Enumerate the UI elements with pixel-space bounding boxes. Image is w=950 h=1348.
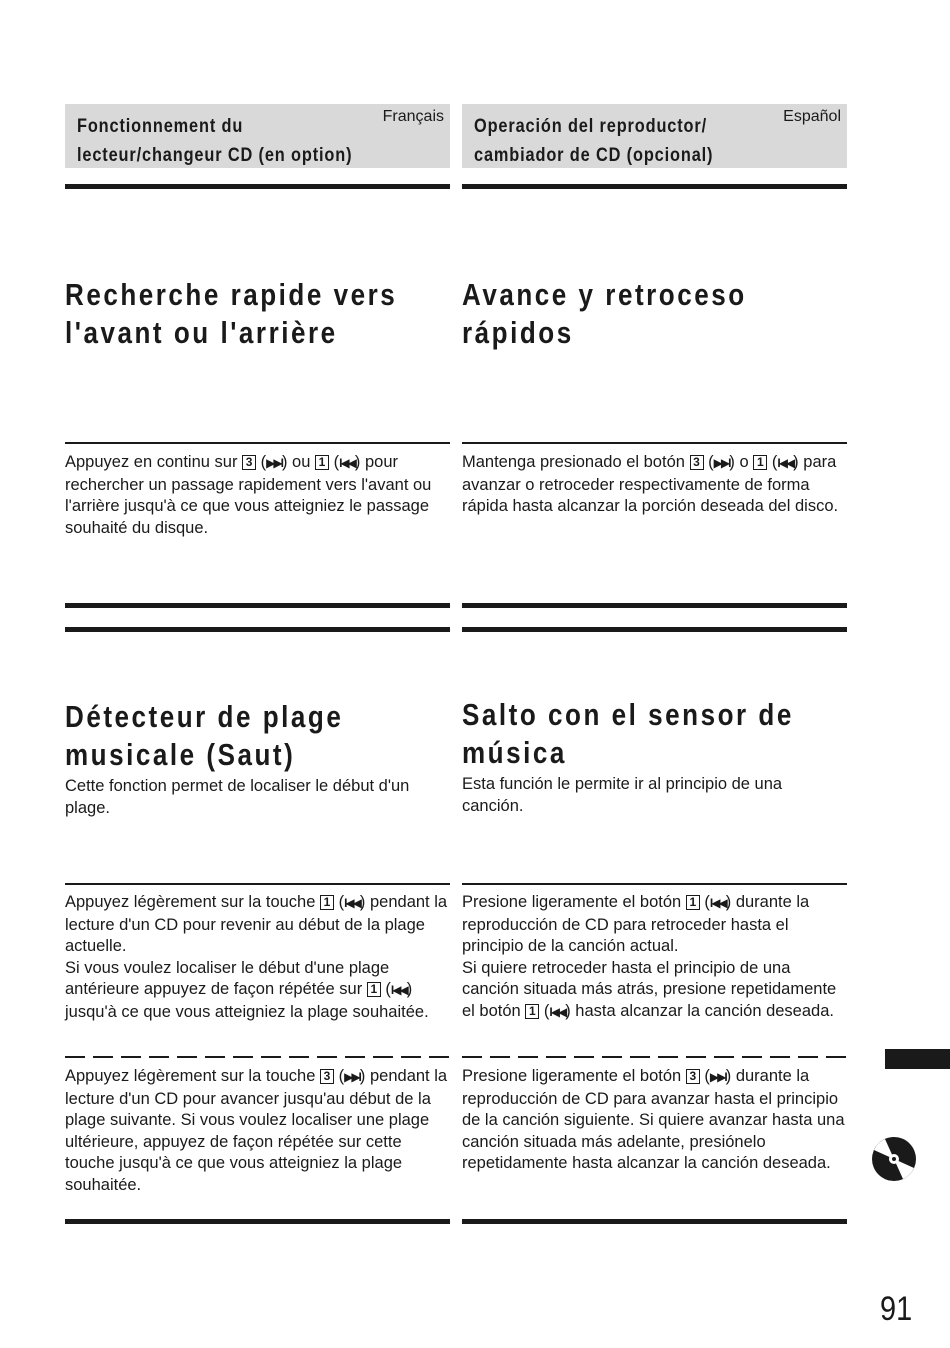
prev-track-icon: I◀◀ <box>339 456 355 470</box>
text-run: Presione ligeramente el botón <box>462 893 682 911</box>
key-1-icon: 1 <box>753 455 767 470</box>
header-rule-es <box>462 184 847 189</box>
text-run: pour rechercher un passage rapidement vers l'avant ou l'arrière jusqu'à ce que vous atteigniez le passage souhaité du disque. <box>65 453 432 537</box>
prev-track-icon: I◀◀ <box>344 896 360 910</box>
header-title-fr-line1: Fonctionnement du <box>77 116 244 137</box>
header-title-fr-line2: lecteur/changeur CD (en option) <box>77 145 353 166</box>
text-run: Appuyez légèrement sur la touche <box>65 1067 316 1085</box>
section-title-skip-fr-line2: musicale (Saut) <box>65 737 296 772</box>
search-body-fr: Appuyez en continu sur 3 (▶▶I) ou 1 (I◀◀) pour rechercher un passage rapidement vers l'avant ou l'arrière jusqu'à ce que vous atteigniez le passage souhaité du disque. <box>65 453 432 537</box>
prev-track-icon: I◀◀ <box>549 1004 566 1019</box>
next-track-icon: ▶▶I <box>713 456 730 470</box>
text-run: hasta alcanzar la canción deseada. <box>575 1001 834 1020</box>
section-title-search-es-line1: Avance y retroceso <box>462 277 747 312</box>
header-lang-fr: Français <box>382 108 444 125</box>
section-title-skip-fr-line1: Détecteur de plage <box>65 699 344 734</box>
text-run: pendant la lecture d'un CD pour revenir au début de la plage actuelle. <box>65 893 448 955</box>
key-1-icon: 1 <box>320 895 334 910</box>
skip-fwd-body-fr: Appuyez légèrement sur la touche 3 (▶▶I) pendant la lecture d'un CD pour avancer jusqu'au début de la plage suivante. Si vous voulez localiser une plage ultérieure, appuyez de façon répétée sur cette touche jusqu'à ce que vous atteigniez la plage souhaitée. <box>65 1067 448 1194</box>
section-title-skip-fr <box>65 698 343 774</box>
text-run: durante la reproducción de CD para retroceder hasta el principio de la canción actual. <box>462 893 810 955</box>
divider-skip-es <box>462 883 847 885</box>
dashed-divider-es <box>462 1056 847 1058</box>
next-track-icon: ▶▶I <box>344 1070 360 1084</box>
key-1-icon: 1 <box>367 982 381 997</box>
header-title-es-line2: cambiador de CD (opcional) <box>474 145 714 166</box>
divider-search-es <box>462 442 847 444</box>
skip-back-body-fr: Appuyez légèrement sur la touche 1 (I◀◀) pendant la lecture d'un CD pour revenir au début de la plage actuelle. Si vous voulez localiser le début d'une plage antérieure appuyez de façon répétée sur 1 (I◀◀) jusqu'à ce que vous atteigniez la plage souhaitée. <box>65 893 448 1021</box>
prev-track-icon: I◀◀ <box>709 896 726 910</box>
text-run: Presione ligeramente el botón <box>462 1067 682 1085</box>
key-3-icon: 3 <box>320 1069 334 1084</box>
skip-back-body-es: Presione ligeramente el botón 1 (I◀◀) durante la reproducción de CD para retroceder hasta el principio de la canción actual. Si quiere retroceder hasta el principio de una canción situada más atrás, presione repetidamente el botón 1 (I◀◀) hasta alcanzar la canción deseada. <box>462 893 837 1020</box>
section-end-rule-fr <box>65 603 450 608</box>
key-3-icon: 3 <box>242 455 256 470</box>
header-rule-fr <box>65 184 450 189</box>
section-start-rule-es <box>462 627 847 632</box>
search-body-es: Mantenga presionado el botón 3 (▶▶I) o 1 (I◀◀) para avanzar o retroceder respectivamente de forma rápida hasta alcanzar la porción deseada del disco. <box>462 453 839 515</box>
section-title-search-es-line2: rápidos <box>462 315 574 350</box>
header-title-es <box>474 112 713 170</box>
key-3-icon: 3 <box>686 1069 700 1084</box>
bottom-rule-fr <box>65 1219 450 1224</box>
text-run: durante la reproducción de CD para avanzar hasta el principio de la canción siguiente. Si quiere avanzar hasta una canción situada más adelante, presiónelo repetidamente hasta alcanzar la canción deseada. <box>462 1067 845 1172</box>
header-title-es-line1: Operación del reproductor/ <box>474 116 708 137</box>
text-run: Si quiere retroceder hasta el principio de una canción situada más atrás, presione repetidamente el botón <box>462 958 837 1020</box>
dashed-divider-fr <box>65 1056 450 1058</box>
section-title-skip-es-line2: música <box>462 735 567 770</box>
skip-fwd-body-es: Presione ligeramente el botón 3 (▶▶I) durante la reproducción de CD para avanzar hasta el principio de la canción siguiente. Si quiere avanzar hasta una canción situada más adelante, presiónelo repetidamente hasta alcanzar la canción deseada. <box>462 1067 845 1172</box>
section-end-rule-es <box>462 603 847 608</box>
key-3-icon: 3 <box>690 455 704 470</box>
chapter-tab-marker <box>885 1049 950 1069</box>
page-number: 91 <box>880 1290 913 1328</box>
bottom-rule-es <box>462 1219 847 1224</box>
header-box-fr <box>65 104 450 168</box>
section-title-skip-es-line1: Salto con el sensor de <box>462 697 794 732</box>
text-run: Appuyez en continu sur <box>65 453 238 471</box>
text-run: o <box>739 453 749 471</box>
section-title-search-fr-line1: Recherche rapide vers <box>65 277 398 312</box>
divider-skip-fr <box>65 883 450 885</box>
key-1-icon: 1 <box>525 1004 539 1019</box>
header-box-es <box>462 104 847 168</box>
key-1-icon: 1 <box>315 455 329 470</box>
divider-search-fr <box>65 442 450 444</box>
cd-disc-icon <box>871 1136 917 1182</box>
prev-track-icon: I◀◀ <box>390 983 407 997</box>
section-title-search-es <box>462 276 747 352</box>
section-title-search-fr <box>65 276 397 352</box>
section-start-rule-fr <box>65 627 450 632</box>
text-run: Mantenga presionado el botón <box>462 453 685 471</box>
text-run: para avanzar o retroceder respectivamente de forma rápida hasta alcanzar la porción deseada del disco. <box>462 453 839 515</box>
skip-intro-es: Esta función le permite ir al principio de una canción. <box>462 775 783 815</box>
section-title-search-fr-line2: l'avant ou l'arrière <box>65 315 338 350</box>
text-run: ou <box>292 453 311 471</box>
key-1-icon: 1 <box>686 895 700 910</box>
section-title-skip-es <box>462 696 794 772</box>
next-track-icon: ▶▶I <box>266 456 282 470</box>
next-track-icon: ▶▶I <box>709 1070 726 1084</box>
text-run: Si vous voulez localiser le début d'une plage antérieure appuyez de façon répétée sur <box>65 958 390 998</box>
header-lang-es: Español <box>783 108 841 125</box>
prev-track-icon: I◀◀ <box>777 456 794 470</box>
skip-intro-fr: Cette fonction permet de localiser le début d'un plage. <box>65 777 410 817</box>
text-run: pendant la lecture d'un CD pour avancer jusqu'au début de la plage suivante. Si vous voulez localiser une plage ultérieure, appuyez de façon répétée sur cette touche jusqu'à ce que vous atteigniez la plage souhaitée. <box>65 1067 448 1194</box>
text-run: Appuyez légèrement sur la touche <box>65 893 316 911</box>
text-run: jusqu'à ce que vous atteigniez la plage souhaitée. <box>65 1002 429 1021</box>
header-title-fr <box>77 112 352 170</box>
